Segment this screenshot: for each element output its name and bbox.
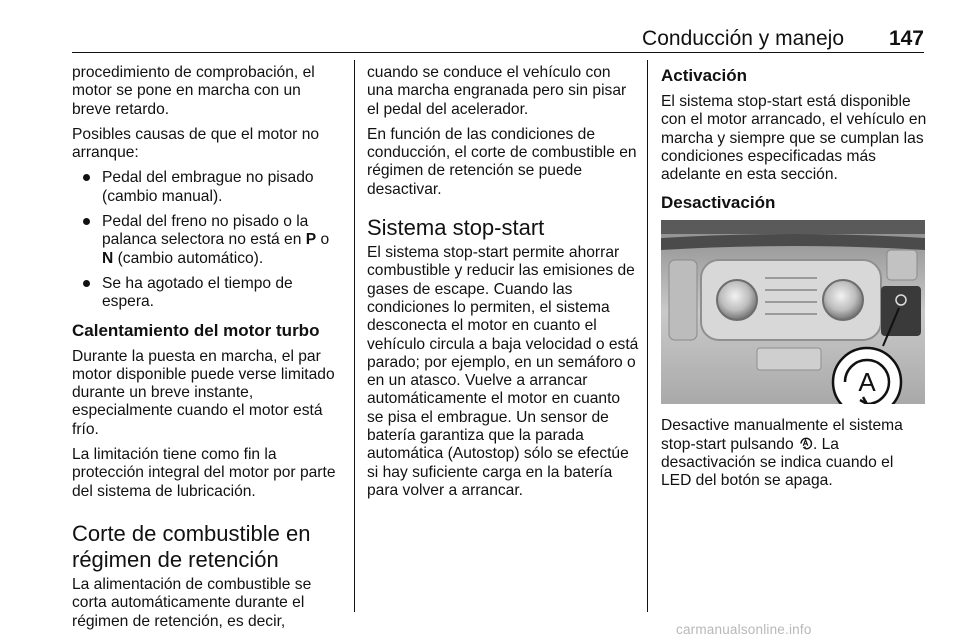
paragraph-turbo-2: La limitación tiene como fin la protección integral del motor por parte del sistema de lubricación. bbox=[72, 446, 336, 500]
paragraph-text: . La desactivación se indica cuando el LED del botón se apaga. bbox=[661, 435, 894, 490]
column-2 bbox=[367, 64, 639, 507]
running-header-title: Conducción y manejo bbox=[642, 27, 844, 50]
gear-position-p: P bbox=[305, 231, 317, 249]
heading-activation: Activación bbox=[661, 66, 747, 85]
column-1 bbox=[72, 64, 344, 638]
column-divider-2 bbox=[647, 60, 648, 612]
paragraph-continuation-2: cuando se conduce el vehículo con una marcha engranada pero sin pisar el pedal del acelerador. bbox=[367, 64, 627, 118]
heading-stop-start: Sistema stop-start bbox=[367, 215, 545, 241]
bullet-icon bbox=[83, 280, 90, 287]
list-item bbox=[72, 213, 344, 268]
list-item bbox=[72, 275, 344, 312]
paragraph-causes-intro: Posibles causas de que el motor no arranque: bbox=[72, 125, 320, 162]
list-item bbox=[72, 169, 344, 206]
list-item-text: Se ha agotado el tiempo de espera. bbox=[102, 274, 293, 311]
paragraph-text: Desactive manualmente el sistema stop-start pulsando bbox=[661, 417, 903, 453]
gear-position-n: N bbox=[102, 249, 114, 267]
bullet-icon bbox=[83, 174, 90, 181]
button-letter-label: A bbox=[858, 367, 876, 398]
list-item-text: (cambio automático). bbox=[113, 249, 264, 267]
paragraph-activation: El sistema stop-start está disponible con el motor arrancado, el vehículo en marcha y siempre que se cumplan las condiciones especificadas más adelante en esta sección. bbox=[661, 93, 927, 184]
page-header bbox=[72, 26, 924, 52]
causes-list bbox=[72, 169, 344, 311]
paragraph-stop-start: El sistema stop-start permite ahorrar combustible y reducir las emisiones de gases de escape. Cuando las condiciones lo permiten, el sistema desconecta el motor en cuanto el vehículo circula a baja velocidad o está parado; por ejemplo, en un semáforo o en un atasco. Vuelve a arrancar automáticamente el motor en cuanto se pisa el embrague. Un sensor de batería garantiza que la parada automática (Autostop) sólo se efectúe si hay suficiente carga en la batería para volver a arrancar. bbox=[367, 244, 639, 499]
header-rule bbox=[72, 52, 924, 53]
paragraph-fuel-cutoff: La alimentación de combustible se corta automáticamente durante el régimen de retención, es decir, bbox=[72, 575, 312, 630]
page-number: 147 bbox=[888, 27, 924, 50]
paragraph-cutoff-deactivation: En función de las condiciones de conducción, el corte de combustible en régimen de retención se puede desactivar. bbox=[367, 125, 637, 198]
bullet-icon bbox=[83, 218, 90, 225]
list-item-text: o bbox=[316, 231, 330, 249]
heading-deactivation: Desactivación bbox=[661, 193, 776, 213]
list-item-text: Pedal del embrague no pisado (cambio manual). bbox=[102, 169, 314, 205]
site-watermark: carmanualsonline.info bbox=[676, 622, 812, 637]
stop-start-button-icon bbox=[798, 436, 813, 451]
column-divider-1 bbox=[354, 60, 355, 612]
paragraph-continuation: procedimiento de comprobación, el motor se pone en marcha con un breve retardo. bbox=[72, 64, 315, 118]
list-item-text: Pedal del freno no pisado o la palanca selectora no está en bbox=[102, 213, 309, 249]
heading-turbo-warmup: Calentamiento del motor turbo bbox=[72, 320, 320, 340]
paragraph-deactivation bbox=[661, 417, 927, 490]
column-3 bbox=[661, 64, 927, 498]
heading-fuel-cutoff: Corte de combustible en régimen de retención bbox=[72, 520, 311, 572]
paragraph-turbo-1: Durante la puesta en marcha, el par motor disponible puede verse limitado durante un breve instante, especialmente cuando el motor está frío. bbox=[72, 347, 335, 438]
dashboard-control-panel-photo bbox=[661, 220, 925, 404]
